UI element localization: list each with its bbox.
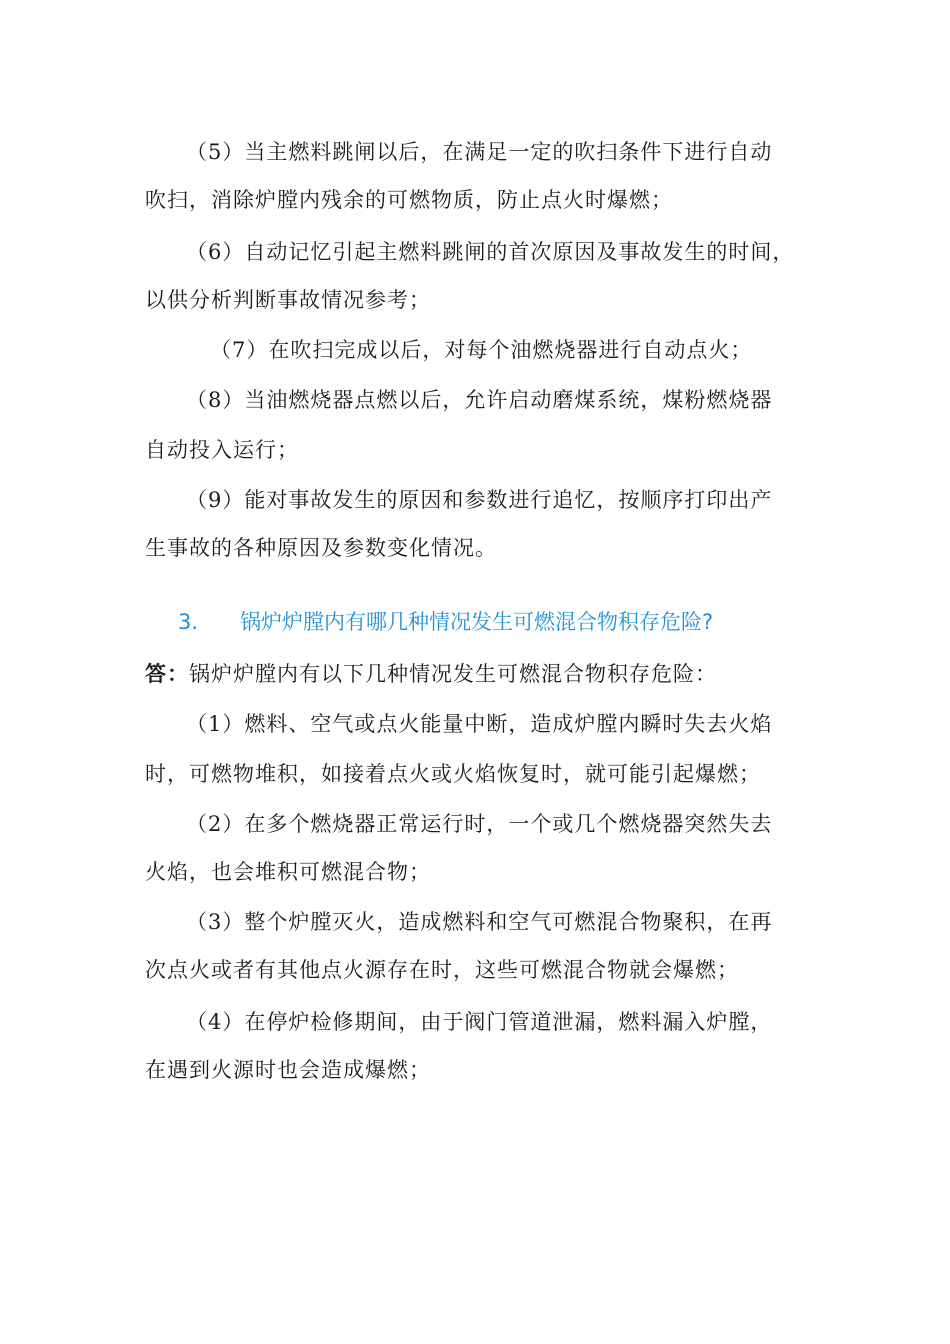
- question-heading: [178, 607, 713, 637]
- item-9-line-2: 生事故的各种原因及参数变化情况。: [145, 536, 497, 560]
- answer-intro-line: [145, 659, 717, 689]
- question-text: 锅炉炉膛内有哪几种情况发生可燃混合物积存危险?: [240, 610, 714, 634]
- item-8-line-1: （8）当油燃烧器点燃以后，允许启动磨煤系统，煤粉燃烧器: [186, 388, 773, 412]
- question-number: 3.: [178, 610, 199, 634]
- answer-item-4-line-1: （4）在停炉检修期间，由于阀门管道泄漏，燃料漏入炉膛，: [186, 1010, 773, 1034]
- answer-item-4-line-2: 在遇到火源时也会造成爆燃；: [145, 1058, 431, 1082]
- answer-label: 答：: [145, 661, 189, 686]
- answer-item-3-line-2: 次点火或者有其他点火源存在时，这些可燃混合物就会爆燃；: [145, 958, 739, 982]
- answer-item-2-line-2: 火焰，也会堆积可燃混合物；: [145, 860, 431, 884]
- item-5-line-1: （5）当主燃料跳闸以后，在满足一定的吹扫条件下进行自动: [186, 140, 773, 164]
- answer-item-3-line-1: （3）整个炉膛灭火，造成燃料和空气可燃混合物聚积，在再: [186, 910, 773, 934]
- item-6-line-2: 以供分析判断事故情况参考；: [145, 288, 431, 312]
- answer-item-2-line-1: （2）在多个燃烧器正常运行时，一个或几个燃烧器突然失去: [186, 812, 773, 836]
- answer-intro: 锅炉炉膛内有以下几种情况发生可燃混合物积存危险：: [189, 662, 717, 686]
- answer-item-1-line-1: （1）燃料、空气或点火能量中断，造成炉膛内瞬时失去火焰: [186, 712, 773, 736]
- item-7-line-1: （7）在吹扫完成以后，对每个油燃烧器进行自动点火；: [210, 338, 753, 362]
- item-8-line-2: 自动投入运行；: [145, 438, 299, 462]
- item-5-line-2: 吹扫，消除炉膛内残余的可燃物质，防止点火时爆燃；: [145, 188, 673, 212]
- answer-item-1-line-2: 时，可燃物堆积，如接着点火或火焰恢复时，就可能引起爆燃；: [145, 762, 761, 786]
- item-6-line-1: （6）自动记忆引起主燃料跳闸的首次原因及事故发生的时间，: [186, 240, 795, 264]
- item-9-line-1: （9）能对事故发生的原因和参数进行追忆，按顺序打印出产: [186, 488, 773, 512]
